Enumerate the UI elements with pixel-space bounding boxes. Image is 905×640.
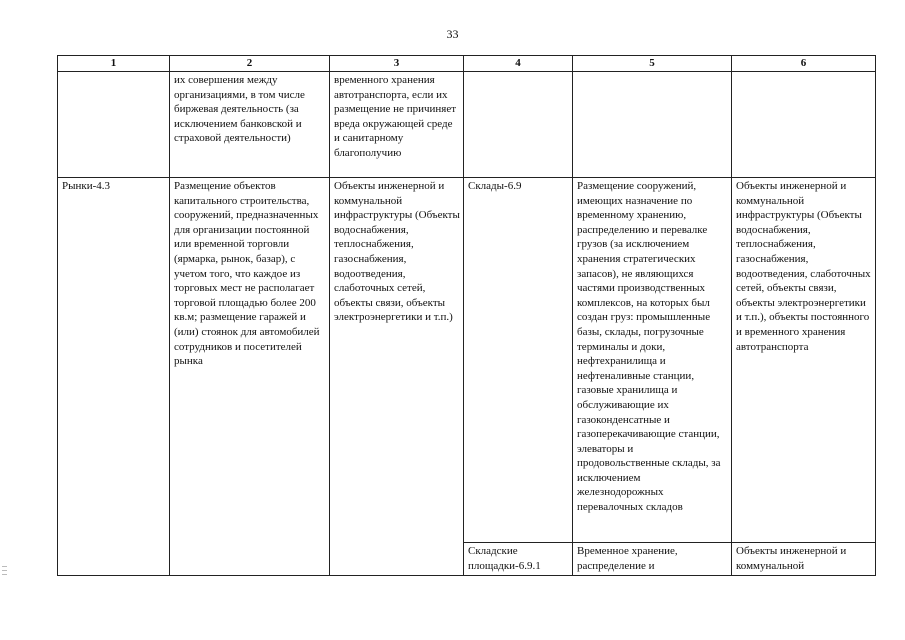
cell-text: Рынки-4.3 [62,180,111,192]
header-row [58,56,876,72]
table-cell [573,72,732,178]
column-header-6: 6 [732,56,876,72]
cell-text: Объекты инженерной и коммунальной инфраструктуры (Объекты водоснабжения, теплоснабжения, газоснабжения, водоотведения, слаботочных сетей, объекты связи, объекты электроэнергетики и т.п.) [334,180,460,324]
column-header-2: 2 [170,56,330,72]
page-number: 33 [446,27,459,41]
cell-text: Временное хранение, распределение и [577,545,678,572]
table-row [58,72,876,178]
table-cell [464,543,573,576]
table-cell [58,72,170,178]
table-cell [170,178,330,576]
cell-text: Объекты инженерной и коммунальной [736,545,847,572]
cell-text: Склады-6.9 [468,180,522,192]
cell-text: Складские площадки-6.9.1 [468,545,541,572]
scan-mark [2,570,7,571]
table-cell [732,543,876,576]
table-cell [573,543,732,576]
land-use-table [57,55,876,576]
table-cell [464,178,573,543]
table-cell [573,178,732,543]
cell-text: временного хранения автотранспорта, если их размещение не причиняет вреда окружающей среде и санитарному благополучию [334,74,457,159]
cell-text: их совершения между организациями, в том числе биржевая деятельность (за исключением банковской и страховой деятельности) [174,74,305,145]
table-cell [732,72,876,178]
cell-text: Размещение сооружений, имеющих назначение по временному хранению, распределению и перевалке грузов (за исключением хранения стратегических запасов), не являющихся частями производственных комплексов, на которых был создан груз: промышленные базы, склады, погрузочные терминалы и доки, нефтехранилища и нефтеналивные станции, газовые хранилища и обслуживающие их газоконденсатные и газоперекачивающие станции, элеваторы и продовольственные склады, за исключением железнодорожных перевалочных складов [577,180,721,514]
cell-text: Объекты инженерной и коммунальной инфраструктуры (Объекты водоснабжения, теплоснабжения, газоснабжения, водоотведения, слаботочных сетей, объекты связи, объекты электроэнергетики и т.п.), объекты постоянного и временного хранения автотранспорта [736,180,871,353]
column-header-4: 4 [464,56,573,72]
table-row [58,178,876,543]
table-cell [732,178,876,543]
scan-mark [2,566,7,567]
table-cell [464,72,573,178]
column-header-5: 5 [573,56,732,72]
table-cell [330,72,464,178]
cell-text: Размещение объектов капитального строительства, сооружений, предназначенных для организации постоянной или временной торговли (ярмарка, рынок, базар), с учетом того, что каждое из торговых мест не располагает торговой площадью более 200 кв.м; размещение гаражей и (или) стоянок для автомобилей сотрудников и посетителей рынка [174,180,320,368]
column-header-1: 1 [58,56,170,72]
table-cell [58,178,170,576]
table-cell [330,178,464,576]
table-cell [170,72,330,178]
scan-mark [2,574,7,575]
column-header-3: 3 [330,56,464,72]
